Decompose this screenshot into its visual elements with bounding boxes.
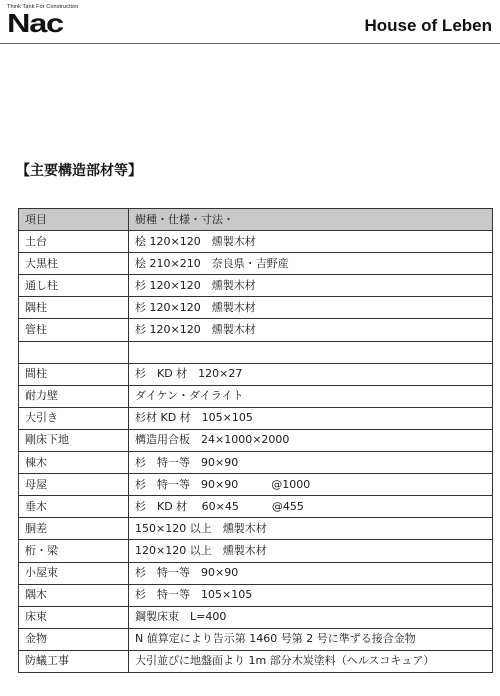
header-divider: [0, 43, 500, 44]
item-cell: 棟木: [19, 452, 129, 474]
spec-cell: 大引並びに地盤面より 1m 部分木炭塗料（ヘルスコキュア）: [129, 650, 493, 672]
table-row: [19, 341, 493, 363]
item-cell: 剛床下地: [19, 429, 129, 451]
nac-logo: [7, 4, 79, 38]
spec-cell: 鋼製床束 L=400: [129, 606, 493, 628]
item-cell: 隅柱: [19, 297, 129, 319]
spec-cell: 杉 特一等 90×90: [129, 452, 493, 474]
item-cell: 隅木: [19, 584, 129, 606]
header-item: 項目: [19, 209, 129, 231]
spec-cell: 杉 120×120 燻製木材: [129, 275, 493, 297]
logo-tagline: Think Tank For Construction: [7, 4, 79, 10]
spec-cell: 桧 210×210 奈良県・吉野産: [129, 253, 493, 275]
item-cell: 垂木: [19, 496, 129, 518]
spec-cell: 杉 特一等 105×105: [129, 584, 493, 606]
item-cell: 大黒柱: [19, 253, 129, 275]
spec-cell: 構造用合板 24×1000×2000: [129, 429, 493, 451]
spec-cell: 150×120 以上 燻製木材: [129, 518, 493, 540]
item-cell: [19, 341, 129, 363]
table-row: [19, 407, 493, 429]
table-row: [19, 275, 493, 297]
table-row: [19, 606, 493, 628]
brand-name: House of Leben: [364, 16, 492, 35]
table-row: [19, 474, 493, 496]
table-row: [19, 385, 493, 407]
item-cell: 間柱: [19, 363, 129, 385]
table-row: [19, 253, 493, 275]
table-row: [19, 562, 493, 584]
item-cell: 小屋束: [19, 562, 129, 584]
spec-cell: 杉 特一等 90×90 @1000: [129, 474, 493, 496]
table-row: [19, 628, 493, 650]
item-cell: 大引き: [19, 407, 129, 429]
table-row: [19, 429, 493, 451]
item-cell: 床束: [19, 606, 129, 628]
spec-cell: N 値算定により告示第 1460 号第 2 号に準ずる接合金物: [129, 628, 493, 650]
table-row: [19, 518, 493, 540]
logo-wordmark: Nac: [7, 8, 63, 38]
spec-cell: 120×120 以上 燻製木材: [129, 540, 493, 562]
spec-cell: ダイケン・ダイライト: [129, 385, 493, 407]
table-row: [19, 650, 493, 672]
table-row: [19, 297, 493, 319]
spec-cell: 杉 120×120 燻製木材: [129, 319, 493, 341]
table-row: [19, 231, 493, 253]
item-cell: 耐力壁: [19, 385, 129, 407]
spec-cell: 杉 KD 材 60×45 @455: [129, 496, 493, 518]
header-spec: 樹種・仕様・寸法・: [129, 209, 493, 231]
table-row: [19, 584, 493, 606]
table-row: [19, 452, 493, 474]
structural-members-table: [18, 208, 493, 673]
item-cell: 母屋: [19, 474, 129, 496]
spec-cell: 杉 特一等 90×90: [129, 562, 493, 584]
spec-cell: 桧 120×120 燻製木材: [129, 231, 493, 253]
page-header: [0, 0, 500, 44]
item-cell: 桁・梁: [19, 540, 129, 562]
item-cell: 通し柱: [19, 275, 129, 297]
spec-cell: [129, 341, 493, 363]
spec-cell: 杉 120×120 燻製木材: [129, 297, 493, 319]
spec-cell: 杉材 KD 材 105×105: [129, 407, 493, 429]
item-cell: 胴差: [19, 518, 129, 540]
item-cell: 防蟻工事: [19, 650, 129, 672]
table-row: [19, 540, 493, 562]
item-cell: 土台: [19, 231, 129, 253]
table-header-row: [19, 209, 493, 231]
section-title: 【主要構造部材等】: [16, 163, 142, 179]
item-cell: 管柱: [19, 319, 129, 341]
table-row: [19, 363, 493, 385]
table-body: [19, 209, 493, 673]
table-row: [19, 319, 493, 341]
item-cell: 金物: [19, 628, 129, 650]
spec-cell: 杉 KD 材 120×27: [129, 363, 493, 385]
table-row: [19, 496, 493, 518]
